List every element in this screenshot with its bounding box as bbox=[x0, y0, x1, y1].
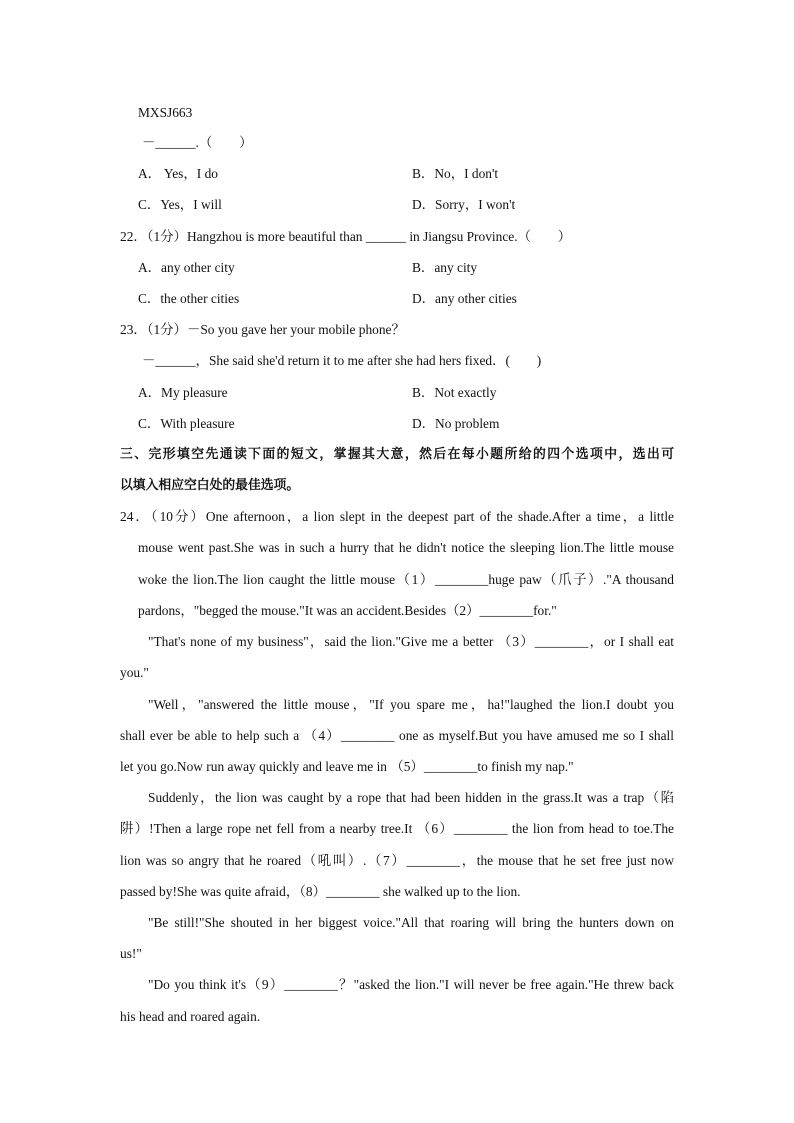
q22-option-a: A．any other city bbox=[138, 260, 235, 275]
code-line: MXSJ663 bbox=[138, 105, 193, 120]
q21-option-b: B．No，I don't bbox=[412, 166, 499, 181]
q21-option-d: D．Sorry，I won't bbox=[412, 197, 516, 212]
section-heading-line2: 以填入相应空白处的最佳选项。 bbox=[120, 478, 300, 493]
q23-option-b: B．Not exactly bbox=[412, 385, 497, 400]
passage-line-14: "Be still!"She shouted in her biggest voice."All that roaring will bring the hunters down on bbox=[148, 915, 674, 930]
passage-line-8: shall ever be able to help such a （4）________ one as myself.But you have amused me so I shall bbox=[120, 728, 674, 743]
q21-stem: －______.（ ） bbox=[142, 135, 253, 150]
q21-option-c: C．Yes，I will bbox=[138, 197, 222, 212]
q23-option-c: C．With pleasure bbox=[138, 416, 235, 431]
passage-line-5: "That's none of my business"，said the lion."Give me a better （3）________，or I shall eat bbox=[148, 634, 674, 649]
section-heading-line1: 三、完形填空先通读下面的短文，掌握其大意，然后在每小题所给的四个选项中，选出可 bbox=[120, 447, 674, 462]
passage-line-17: his head and roared again. bbox=[120, 1009, 261, 1024]
passage-line-12: lion was so angry that he roared（吼叫）.（7）________，the mouse that he set free just now bbox=[120, 853, 674, 868]
q22-option-c: C．the other cities bbox=[138, 291, 240, 306]
passage-line-10: Suddenly，the lion was caught by a rope that had been hidden in the grass.It was a trap（陷 bbox=[148, 790, 674, 805]
q23-option-a: A．My pleasure bbox=[138, 385, 228, 400]
passage-line-4: pardons，"begged the mouse."It was an accident.Besides（2）________for." bbox=[138, 603, 557, 618]
q23-stem: 23．（1分）－So you gave her your mobile phone？ bbox=[120, 322, 405, 337]
passage-line-6: you." bbox=[120, 665, 149, 680]
passage-line-2: mouse went past.She was in such a hurry that he didn't notice the sleeping lion.The little mouse bbox=[138, 540, 674, 555]
q23-response: －______，She said she'd return it to me after she had hers fixed．( ) bbox=[142, 353, 542, 368]
q22-stem: 22．（1分）Hangzhou is more beautiful than ______ in Jiangsu Province.（ ） bbox=[120, 229, 572, 244]
q21-option-a: A． Yes，I do bbox=[138, 166, 218, 181]
q22-option-b: B．any city bbox=[412, 260, 478, 275]
q23-option-d: D．No problem bbox=[412, 416, 500, 431]
passage-line-7: "Well，"answered the little mouse，"If you spare me，ha!"laughed the lion.I doubt you bbox=[148, 697, 674, 712]
passage-line-11: 阱）!Then a large rope net fell from a nearby tree.It （6）________ the lion from head to toe.The bbox=[120, 821, 674, 836]
passage-line-16: "Do you think it's（9）________？"asked the lion."I will never be free again."He threw back bbox=[148, 977, 674, 992]
passage-line-9: let you go.Now run away quickly and leave me in （5）________to finish my nap." bbox=[120, 759, 574, 774]
passage-line-1: 24．（10分）One afternoon，a lion slept in the deepest part of the shade.After a time，a little bbox=[120, 509, 674, 524]
passage-line-13: passed by!She was quite afraid，（8）________ she walked up to the lion. bbox=[120, 884, 521, 899]
passage-line-15: us!" bbox=[120, 946, 142, 961]
passage-line-3: woke the lion.The lion caught the little mouse（1）________huge paw（爪子）."A thousand bbox=[138, 572, 674, 587]
q22-option-d: D．any other cities bbox=[412, 291, 517, 306]
